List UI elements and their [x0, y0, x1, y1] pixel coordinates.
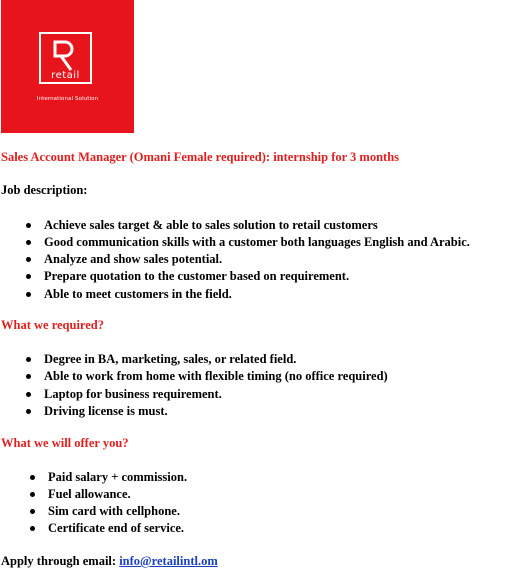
company-logo: [1, 0, 134, 133]
list-item: Driving license is must.: [26, 404, 168, 419]
list-item: Analyze and show sales potential.: [26, 252, 222, 267]
logo-tagline: International Solution: [36, 96, 99, 102]
list-item: Able to meet customers in the field.: [26, 287, 232, 302]
bullet-icon: [26, 357, 31, 362]
requirements-heading: What we required?: [1, 318, 105, 332]
list-item: Achieve sales target & able to sales solution to retail customers: [26, 218, 378, 233]
bullet-icon: [30, 509, 35, 514]
job-description-heading: Job description:: [1, 183, 88, 197]
list-item: Fuel allowance.: [30, 487, 131, 502]
apply-line: [1, 554, 218, 569]
logo-frame: [39, 32, 92, 84]
list-item: Prepare quotation to the customer based on requirement.: [26, 269, 349, 284]
list-item: Certificate end of service.: [30, 521, 184, 536]
list-item: Good communication skills with a customer both languages English and Arabic.: [26, 235, 470, 250]
bullet-icon: [26, 257, 31, 262]
bullet-icon: [30, 526, 35, 531]
apply-label: Apply through email:: [1, 554, 117, 568]
bullet-icon: [26, 292, 31, 297]
bullet-icon: [26, 409, 31, 414]
logo-word: retail: [51, 70, 80, 81]
job-title: Sales Account Manager (Omani Female required): internship for 3 months: [1, 150, 400, 164]
bullet-icon: [26, 223, 31, 228]
offer-heading: What we will offer you?: [1, 436, 129, 450]
list-item: Laptop for business requirement.: [26, 387, 222, 402]
logo-r-icon: [52, 40, 74, 72]
list-item: Degree in BA, marketing, sales, or related field.: [26, 352, 296, 367]
email-link[interactable]: info@retailintl.om: [119, 554, 218, 568]
bullet-icon: [26, 392, 31, 397]
bullet-icon: [26, 374, 31, 379]
bullet-icon: [30, 492, 35, 497]
list-item: Able to work from home with flexible timing (no office required): [26, 369, 388, 384]
bullet-icon: [26, 274, 31, 279]
bullet-icon: [30, 475, 35, 480]
list-item: Paid salary + commission.: [30, 470, 187, 485]
bullet-icon: [26, 240, 31, 245]
list-item: Sim card with cellphone.: [30, 504, 180, 519]
